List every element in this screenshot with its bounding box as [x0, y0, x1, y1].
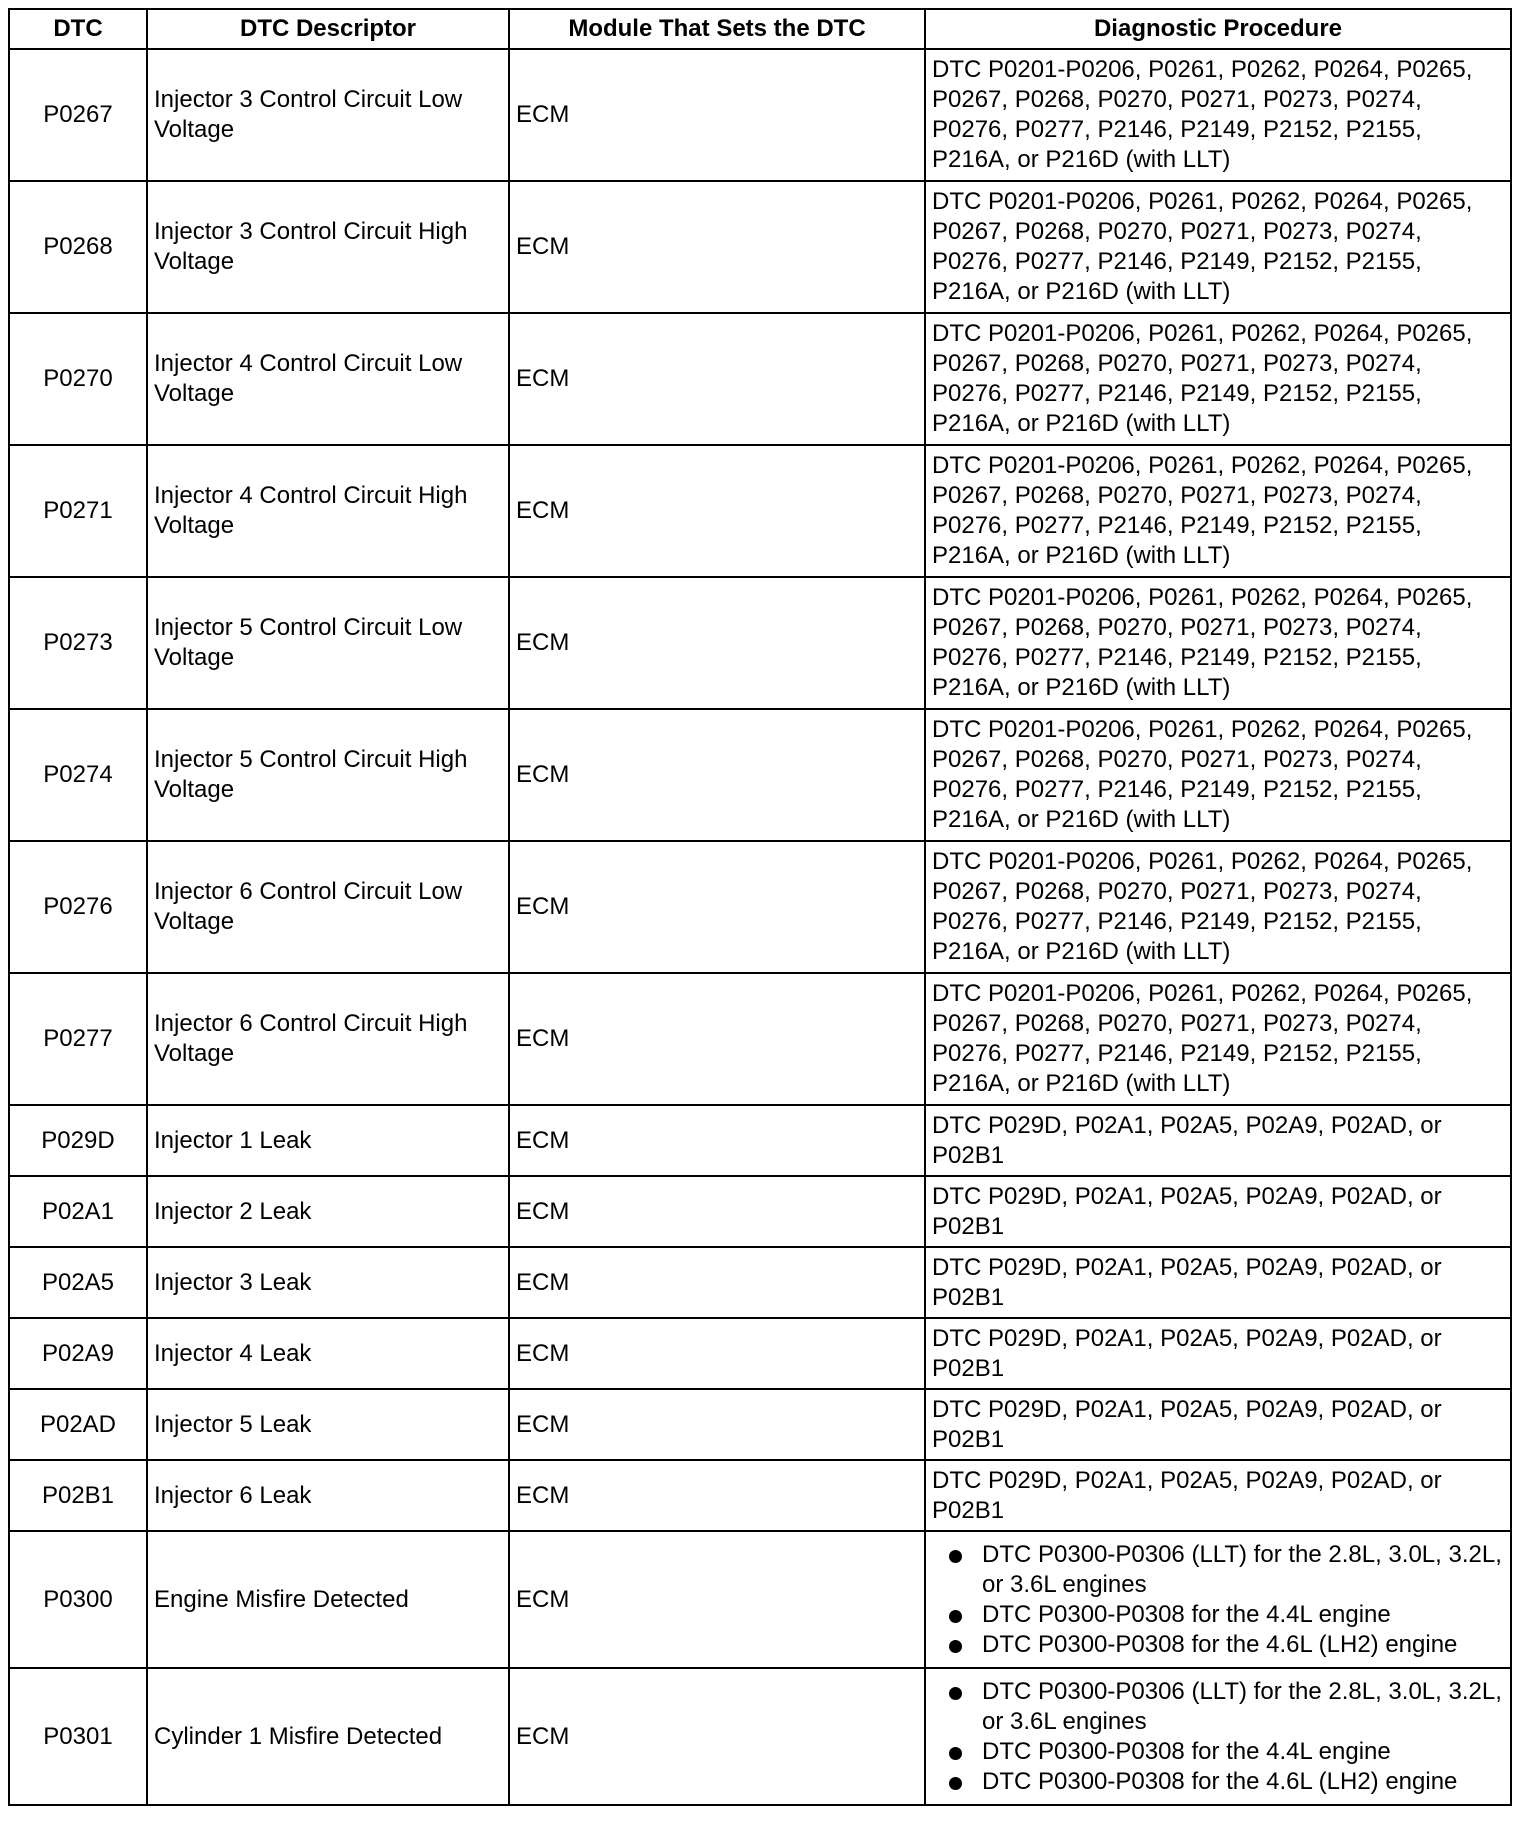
- diagnostic-procedure: DTC P0201-P0206, P0261, P0262, P0264, P0265, P0267, P0268, P0270, P0271, P0273, P0274, P0276, P0277, P2146, P2149, P2152, P2155, P216A, or P216D (with LLT): [925, 181, 1511, 313]
- dtc-descriptor: Cylinder 1 Misfire Detected: [147, 1668, 509, 1805]
- bullet-icon: [949, 1610, 962, 1623]
- module: ECM: [509, 49, 925, 181]
- module: ECM: [509, 313, 925, 445]
- procedure-item-text: DTC P0300-P0306 (LLT) for the 2.8L, 3.0L, 3.2L, or 3.6L engines: [982, 1677, 1502, 1735]
- diagnostic-procedure: DTC P029D, P02A1, P02A5, P02A9, P02AD, or P02B1: [925, 1389, 1511, 1460]
- diagnostic-procedure: DTC P029D, P02A1, P02A5, P02A9, P02AD, or P02B1: [925, 1105, 1511, 1176]
- dtc-descriptor: Injector 4 Leak: [147, 1318, 509, 1389]
- header-dtc-descriptor: DTC Descriptor: [147, 9, 509, 49]
- bullet-icon: [949, 1640, 962, 1653]
- procedure-item-text: DTC P0300-P0306 (LLT) for the 2.8L, 3.0L, 3.2L, or 3.6L engines: [982, 1540, 1502, 1598]
- module: ECM: [509, 973, 925, 1105]
- dtc-code: P02B1: [9, 1460, 147, 1531]
- diagnostic-procedure: DTC P0201-P0206, P0261, P0262, P0264, P0265, P0267, P0268, P0270, P0271, P0273, P0274, P0276, P0277, P2146, P2149, P2152, P2155, P216A, or P216D (with LLT): [925, 709, 1511, 841]
- dtc-descriptor: Injector 5 Control Circuit High Voltage: [147, 709, 509, 841]
- table-row: [9, 1105, 1511, 1176]
- diagnostic-procedure: DTC P029D, P02A1, P02A5, P02A9, P02AD, or P02B1: [925, 1176, 1511, 1247]
- table-row: [9, 1176, 1511, 1247]
- dtc-code: P0268: [9, 181, 147, 313]
- dtc-table: [8, 8, 1512, 1806]
- diagnostic-procedure: DTC P029D, P02A1, P02A5, P02A9, P02AD, or P02B1: [925, 1318, 1511, 1389]
- dtc-descriptor: Injector 1 Leak: [147, 1105, 509, 1176]
- diagnostic-procedure: DTC P029D, P02A1, P02A5, P02A9, P02AD, or P02B1: [925, 1247, 1511, 1318]
- dtc-descriptor: Injector 4 Control Circuit High Voltage: [147, 445, 509, 577]
- table-row: [9, 1668, 1511, 1805]
- list-item: [982, 1600, 1504, 1630]
- module: ECM: [509, 841, 925, 973]
- diagnostic-procedure: DTC P0201-P0206, P0261, P0262, P0264, P0265, P0267, P0268, P0270, P0271, P0273, P0274, P0276, P0277, P2146, P2149, P2152, P2155, P216A, or P216D (with LLT): [925, 577, 1511, 709]
- table-row: [9, 1318, 1511, 1389]
- procedure-list: [932, 1540, 1504, 1660]
- module: ECM: [509, 1318, 925, 1389]
- table-row: [9, 49, 1511, 181]
- header-dtc: DTC: [9, 9, 147, 49]
- list-item: [982, 1677, 1504, 1737]
- diagnostic-procedure: DTC P0201-P0206, P0261, P0262, P0264, P0265, P0267, P0268, P0270, P0271, P0273, P0274, P0276, P0277, P2146, P2149, P2152, P2155, P216A, or P216D (with LLT): [925, 49, 1511, 181]
- table-row: [9, 841, 1511, 973]
- dtc-code: P0273: [9, 577, 147, 709]
- dtc-descriptor: Injector 3 Control Circuit Low Voltage: [147, 49, 509, 181]
- dtc-descriptor: Injector 3 Control Circuit High Voltage: [147, 181, 509, 313]
- diagnostic-procedure: DTC P0201-P0206, P0261, P0262, P0264, P0265, P0267, P0268, P0270, P0271, P0273, P0274, P0276, P0277, P2146, P2149, P2152, P2155, P216A, or P216D (with LLT): [925, 313, 1511, 445]
- dtc-code: P02A1: [9, 1176, 147, 1247]
- dtc-descriptor: Injector 6 Leak: [147, 1460, 509, 1531]
- dtc-code: P02A5: [9, 1247, 147, 1318]
- procedure-item-text: DTC P0300-P0308 for the 4.4L engine: [982, 1737, 1391, 1765]
- table-row: [9, 1460, 1511, 1531]
- module: ECM: [509, 181, 925, 313]
- module: ECM: [509, 709, 925, 841]
- diagnostic-procedure: DTC P029D, P02A1, P02A5, P02A9, P02AD, or P02B1: [925, 1460, 1511, 1531]
- dtc-code: P0271: [9, 445, 147, 577]
- header-module: Module That Sets the DTC: [509, 9, 925, 49]
- dtc-code: P02A9: [9, 1318, 147, 1389]
- dtc-code: P0277: [9, 973, 147, 1105]
- list-item: [982, 1767, 1504, 1797]
- dtc-code: P0270: [9, 313, 147, 445]
- dtc-descriptor: Injector 6 Control Circuit High Voltage: [147, 973, 509, 1105]
- diagnostic-procedure: DTC P0201-P0206, P0261, P0262, P0264, P0265, P0267, P0268, P0270, P0271, P0273, P0274, P0276, P0277, P2146, P2149, P2152, P2155, P216A, or P216D (with LLT): [925, 445, 1511, 577]
- dtc-descriptor: Injector 5 Leak: [147, 1389, 509, 1460]
- bullet-icon: [949, 1687, 962, 1700]
- dtc-code: P02AD: [9, 1389, 147, 1460]
- table-row: [9, 709, 1511, 841]
- module: ECM: [509, 1668, 925, 1805]
- module: ECM: [509, 1105, 925, 1176]
- module: ECM: [509, 1247, 925, 1318]
- dtc-code: P0301: [9, 1668, 147, 1805]
- dtc-code: P0276: [9, 841, 147, 973]
- dtc-code: P029D: [9, 1105, 147, 1176]
- module: ECM: [509, 577, 925, 709]
- procedure-list: [932, 1677, 1504, 1797]
- module: ECM: [509, 1176, 925, 1247]
- dtc-descriptor: Injector 6 Control Circuit Low Voltage: [147, 841, 509, 973]
- dtc-descriptor: Injector 2 Leak: [147, 1176, 509, 1247]
- module: ECM: [509, 445, 925, 577]
- table-row: [9, 445, 1511, 577]
- table-row: [9, 1247, 1511, 1318]
- procedure-item-text: DTC P0300-P0308 for the 4.6L (LH2) engine: [982, 1767, 1458, 1795]
- dtc-descriptor: Injector 5 Control Circuit Low Voltage: [147, 577, 509, 709]
- dtc-descriptor: Injector 3 Leak: [147, 1247, 509, 1318]
- diagnostic-procedure: [925, 1668, 1511, 1805]
- bullet-icon: [949, 1777, 962, 1790]
- list-item: [982, 1630, 1504, 1660]
- table-row: [9, 973, 1511, 1105]
- dtc-code: P0300: [9, 1531, 147, 1668]
- module: ECM: [509, 1531, 925, 1668]
- procedure-item-text: DTC P0300-P0308 for the 4.4L engine: [982, 1600, 1391, 1628]
- header-diagnostic-procedure: Diagnostic Procedure: [925, 9, 1511, 49]
- module: ECM: [509, 1389, 925, 1460]
- procedure-item-text: DTC P0300-P0308 for the 4.6L (LH2) engine: [982, 1630, 1458, 1658]
- diagnostic-procedure: [925, 1531, 1511, 1668]
- list-item: [982, 1540, 1504, 1600]
- dtc-code: P0267: [9, 49, 147, 181]
- table-row: [9, 1389, 1511, 1460]
- bullet-icon: [949, 1747, 962, 1760]
- list-item: [982, 1737, 1504, 1767]
- table-row: [9, 313, 1511, 445]
- module: ECM: [509, 1460, 925, 1531]
- dtc-descriptor: Engine Misfire Detected: [147, 1531, 509, 1668]
- table-header-row: [9, 9, 1511, 49]
- bullet-icon: [949, 1550, 962, 1563]
- diagnostic-procedure: DTC P0201-P0206, P0261, P0262, P0264, P0265, P0267, P0268, P0270, P0271, P0273, P0274, P0276, P0277, P2146, P2149, P2152, P2155, P216A, or P216D (with LLT): [925, 973, 1511, 1105]
- dtc-descriptor: Injector 4 Control Circuit Low Voltage: [147, 313, 509, 445]
- table-row: [9, 1531, 1511, 1668]
- diagnostic-procedure: DTC P0201-P0206, P0261, P0262, P0264, P0265, P0267, P0268, P0270, P0271, P0273, P0274, P0276, P0277, P2146, P2149, P2152, P2155, P216A, or P216D (with LLT): [925, 841, 1511, 973]
- table-row: [9, 577, 1511, 709]
- table-row: [9, 181, 1511, 313]
- dtc-code: P0274: [9, 709, 147, 841]
